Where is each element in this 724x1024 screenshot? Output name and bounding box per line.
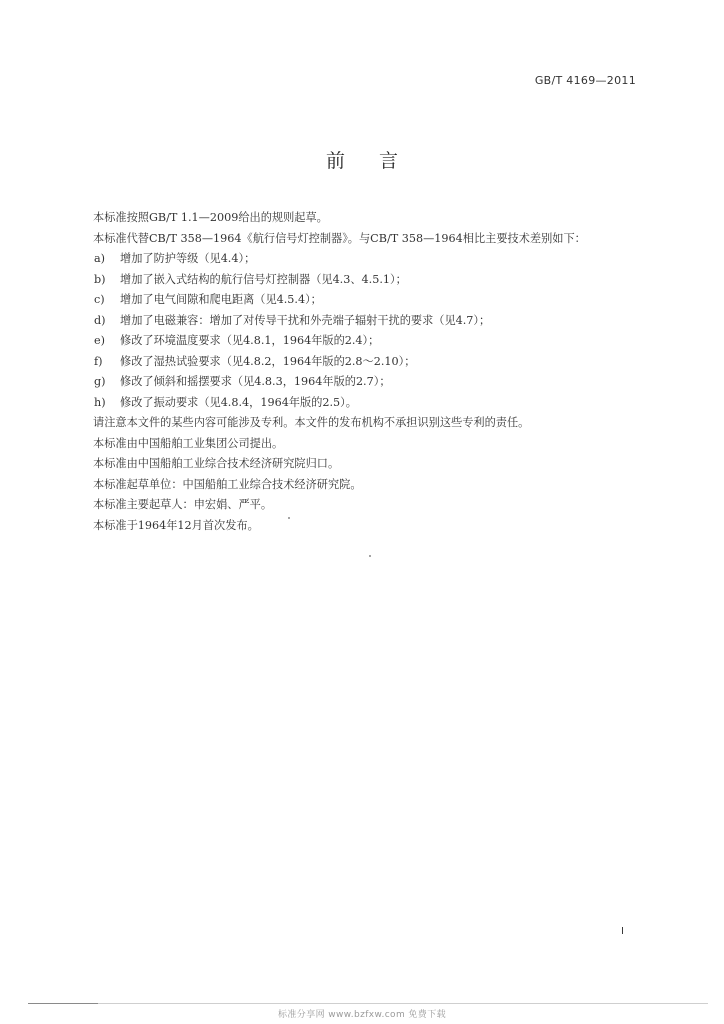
list-marker: e) (94, 334, 105, 347)
list-item-text: 修改了倾斜和摇摆要求（见4.8.3，1964年版的2.7）； (120, 375, 391, 388)
list-item-text: 增加了防护等级（见4.4）； (120, 252, 256, 265)
list-item-text: 增加了嵌入式结构的航行信号灯控制器（见4.3、4.5.1）； (120, 272, 407, 286)
list-item-text: 修改了振动要求（见4.8.4，1964年版的2.5）。 (120, 395, 357, 409)
footer-divider-accent (28, 1003, 98, 1004)
scan-speck (369, 555, 371, 557)
list-marker: h) (94, 395, 106, 409)
footer-divider (28, 1003, 708, 1004)
paragraph-drafting-rules: 本标准按照GB/T 1.1—2009给出的规则起草。 (93, 211, 328, 224)
page-number: I (621, 926, 624, 937)
footer-watermark: 标准分享网 www.bzfxw.com 免费下载 (278, 1010, 446, 1020)
list-item (93, 331, 653, 352)
paragraph-drafting-unit: 本标准起草单位：中国船舶工业综合技术经济研究院。 (93, 477, 362, 491)
list-item-text: 增加了电磁兼容：增加了对传导干扰和外壳端子辐射干扰的要求（见4.7）； (120, 313, 491, 327)
paragraph-proposed-by: 本标准由中国船舶工业集团公司提出。 (93, 436, 284, 450)
list-marker: a) (94, 252, 106, 265)
list-item-text: 增加了电气间隙和爬电距离（见4.5.4）； (120, 293, 322, 306)
paragraph-patent-notice: 请注意本文件的某些内容可能涉及专利。本文件的发布机构不承担识别这些专利的责任。 (93, 416, 530, 429)
scan-speck (288, 517, 290, 519)
list-item-text: 修改了环境温度要求（见4.8.1，1964年版的2.4）； (120, 334, 380, 347)
list-item (93, 393, 653, 414)
list-marker: d) (94, 313, 106, 327)
list-marker: c) (94, 293, 105, 306)
list-item (93, 311, 653, 332)
paragraph-under-jurisdiction: 本标准由中国船舶工业综合技术经济研究院归口。 (93, 457, 340, 470)
list-item (93, 270, 653, 291)
foreword-body (93, 208, 653, 536)
paragraph-first-issued: 本标准于1964年12月首次发布。 (93, 518, 259, 532)
list-item (93, 249, 653, 270)
paragraph-replacement-note: 本标准代替CB/T 358—1964《航行信号灯控制器》。与CB/T 358—1964相比主要技术差别如下： (93, 231, 586, 245)
list-item (93, 372, 653, 393)
list-marker: g) (94, 375, 106, 388)
list-item (93, 290, 653, 311)
list-item-text: 修改了湿热试验要求（见4.8.2，1964年版的2.8～2.10）； (120, 354, 416, 368)
standard-code: GB/T 4169—2011 (534, 74, 636, 87)
list-item (93, 352, 653, 373)
paragraph-drafters: 本标准主要起草人：申宏娟、严平。 (93, 498, 273, 511)
list-marker: f) (94, 354, 103, 368)
page-title: 前言 (325, 150, 432, 172)
list-marker: b) (94, 272, 106, 286)
